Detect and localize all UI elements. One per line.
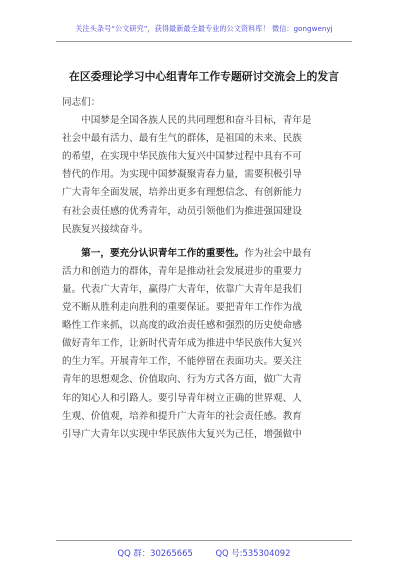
paragraph-line: 的生力军。开展青年工作，不能停留在表面功夫。要关注	[62, 356, 302, 368]
header-divider	[56, 41, 352, 42]
footer-qq-number: QQ 号:535304092	[215, 548, 291, 558]
paragraph-line: 广大青年全面发展，培养出更多有理想信念、有创新能力	[62, 187, 302, 199]
footer-qq-group: QQ 群：30265665	[117, 548, 193, 558]
paragraph-line-rest: 作为社会中最有	[244, 247, 312, 259]
paragraph-line: 的希望，在实现中华民族伟大复兴中国梦过程中具有不可	[62, 151, 302, 163]
paragraph-line: 中国梦是全国各族人民的共同理想和奋斗目标，青年是	[62, 115, 312, 127]
document-body	[62, 94, 352, 444]
paragraph-line: 量。代表广大青年，赢得广大青年，依靠广大青年是我们	[62, 283, 302, 295]
paragraph-line: 社会中最有活力、最有生气的群体，是祖国的未来、民族	[62, 133, 302, 145]
paragraph-2	[62, 245, 352, 444]
document-title: 在区委理论学习中心组青年工作专题研讨交流会上的发言	[69, 70, 339, 83]
footer-contact	[0, 547, 408, 559]
paragraph-line: 民族复兴接续奋斗。	[62, 223, 149, 235]
paragraph-line: 活力和创造力的群体，青年是推动社会发展进步的重要力	[62, 265, 302, 277]
section-heading-first: 第一，要充分认识青年工作的重要性。	[62, 247, 245, 259]
paragraph-line: 青年的思想观念、价值取向、行为方式各方面，做广大青	[62, 374, 302, 386]
paragraph-line: 引导广大青年以实现中华民族伟大复兴为己任，增强做中	[62, 428, 302, 440]
paragraph-line: 党不断从胜利走向胜利的重要保证。要把青年工作作为战	[62, 302, 302, 314]
paragraph-line: 有社会责任感的优秀青年，动员引领他们为推进强国建设	[62, 205, 302, 217]
salutation: 同志们：	[62, 97, 101, 108]
paragraph-1	[62, 112, 352, 239]
paragraph-first-line	[62, 245, 352, 263]
footer-divider	[56, 540, 352, 541]
header-promo-note: 关注头条号“公文研究”，获得最新最全最专业的公文资料库！ 微信：gongwenyj	[75, 24, 333, 33]
paragraph-line: 略性工作来抓，以高度的政治责任感和强烈的历史使命感	[62, 320, 302, 332]
paragraph-line: 做好青年工作，让新时代青年成为推进中华民族伟大复兴	[62, 338, 302, 350]
paragraph-line: 年的知心人和引路人。要引导青年树立正确的世界观、人	[62, 392, 302, 404]
paragraph-line: 替代的作用。为实现中国梦凝聚青春力量，需要积极引导	[62, 169, 302, 181]
paragraph-line: 生观、价值观，培养和提升广大青年的社会责任感。教育	[62, 410, 302, 422]
